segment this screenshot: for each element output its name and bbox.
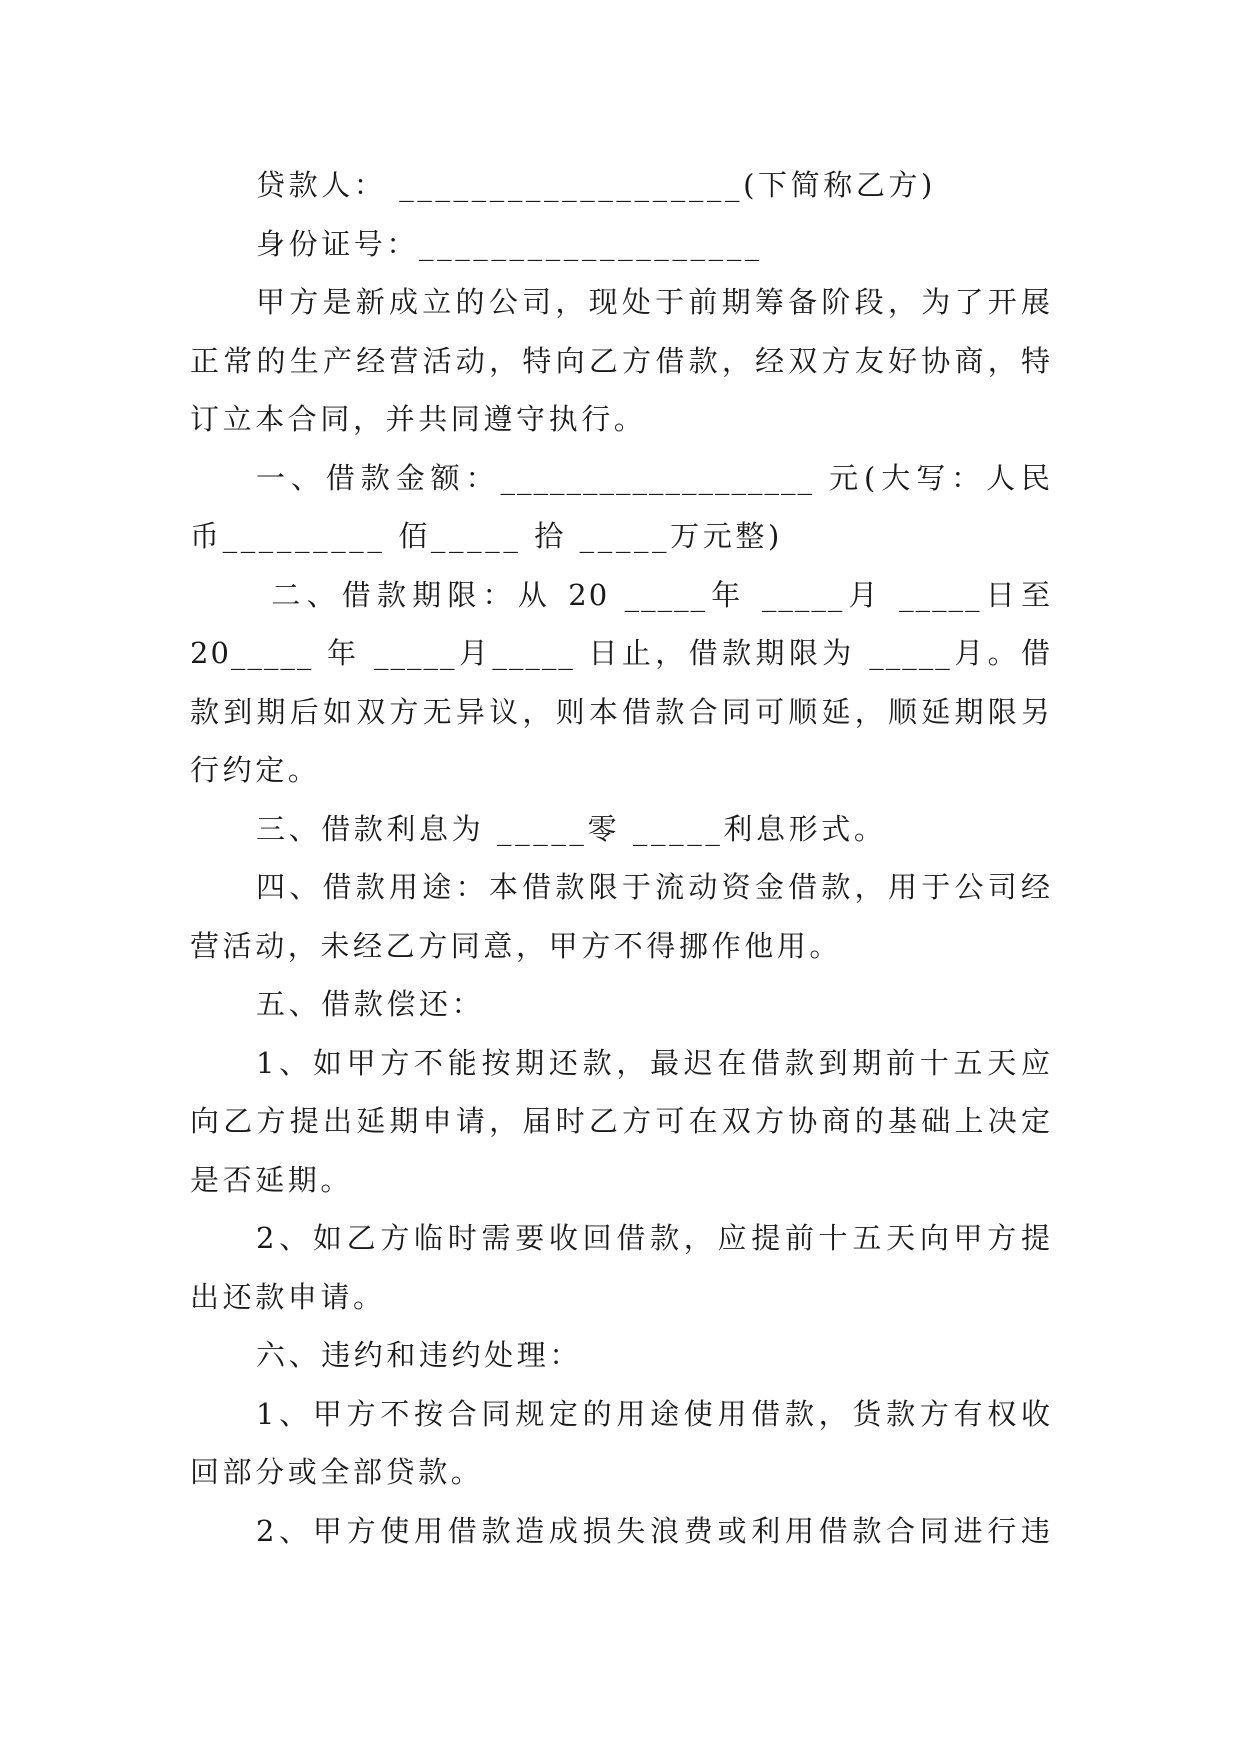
clause-amount-line-1: 一、借款金额：___________________ 元(大写：人民 — [256, 460, 1052, 495]
lender-line: 贷款人： ___________________(下简称乙方) — [256, 168, 936, 202]
paragraph-intro-line-1: 甲方是新成立的公司，现处于前期筹备阶段，为了开展 — [256, 285, 1052, 319]
paragraph-intro-line-3: 订立本合同，并共同遵守执行。 — [190, 402, 647, 436]
clause-amount-line-2: 币_________ 佰_____ 拾 _____万元整) — [190, 519, 783, 553]
repayment-item-1-line-2: 向乙方提出延期申请，届时乙方可在双方协商的基础上决定 — [190, 1104, 1052, 1138]
repayment-item-2-line-2: 出还款申请。 — [190, 1279, 386, 1314]
repayment-item-1-line-1: 1、如甲方不能按期还款，最迟在借款到期前十五天应 — [256, 1045, 1052, 1080]
clause-purpose-line-2: 营活动，未经乙方同意，甲方不得挪作他用。 — [190, 928, 843, 963]
breach-item-2-line-1: 2、甲方使用借款造成损失浪费或利用借款合同进行违 — [256, 1513, 1052, 1548]
clause-term-line-3: 款到期后如双方无异议，则本借款合同可顺延，顺延期限另 — [190, 694, 1052, 729]
clause-term-line-4: 行约定。 — [190, 753, 321, 787]
clause-breach-heading: 六、违约和违约处理： — [256, 1338, 583, 1372]
clause-repayment-heading: 五、借款偿还： — [256, 987, 485, 1021]
repayment-item-2-line-1: 2、如乙方临时需要收回借款，应提前十五天向甲方提 — [256, 1221, 1052, 1255]
clause-purpose-line-1: 四、借款用途：本借款限于流动资金借款，用于公司经 — [256, 870, 1052, 904]
paragraph-intro-line-2: 正常的生产经营活动，特向乙方借款，经双方友好协商，特 — [190, 343, 1052, 378]
breach-item-1-line-1: 1、甲方不按合同规定的用途使用借款，货款方有权收 — [256, 1396, 1052, 1431]
repayment-item-1-line-3: 是否延期。 — [190, 1162, 354, 1197]
contract-page — [190, 156, 1052, 1560]
clause-interest-line: 三、借款利息为 _____零 _____利息形式。 — [256, 811, 887, 846]
clause-term-line-2: 20_____ 年 _____月_____ 日止，借款期限为 _____月。借 — [190, 636, 1052, 670]
clause-term-line-1: 二、借款期限：从 20 _____年 _____月 _____日至 — [256, 577, 1052, 612]
id-number-line: 身份证号：___________________ — [256, 226, 763, 261]
breach-item-1-line-2: 回部分或全部贷款。 — [190, 1455, 484, 1489]
